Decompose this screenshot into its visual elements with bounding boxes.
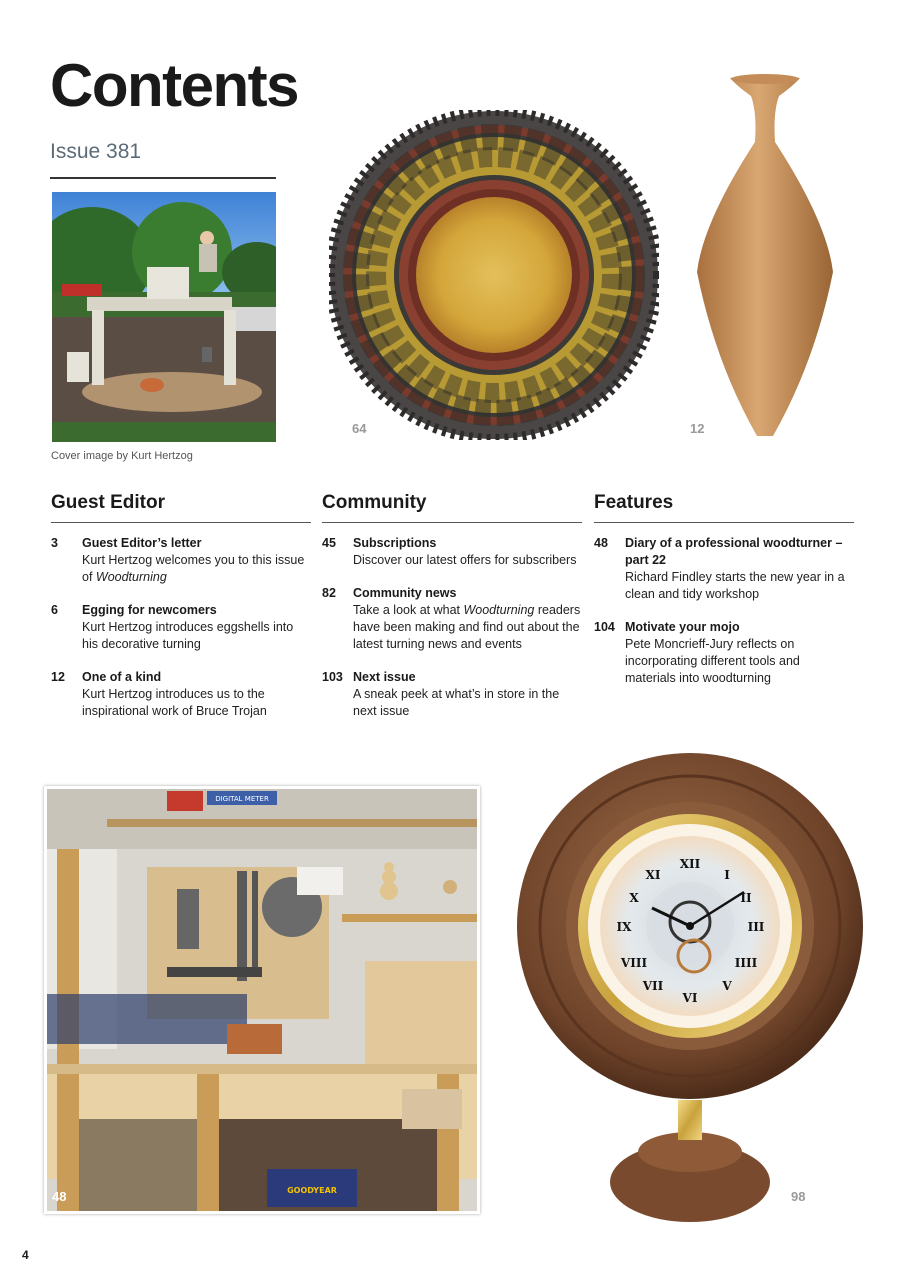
toc-entry[interactable] — [322, 585, 582, 653]
section-heading: Features — [594, 492, 854, 523]
platter-photo — [329, 110, 659, 440]
entry-page: 3 — [51, 536, 58, 550]
platter-page-number: 64 — [352, 421, 367, 436]
entry-description: Pete Moncrieff-Jury reflects on incorporating different tools and materials into woodturning — [625, 637, 800, 685]
entry-description: Kurt Hertzog introduces us to the inspirational work of Bruce Trojan — [82, 687, 267, 718]
entry-title: Motivate your mojo — [625, 620, 740, 634]
clock-numeral: III — [747, 920, 765, 934]
clock-numeral: IIII — [734, 956, 758, 970]
clock-numeral: VIII — [620, 956, 648, 970]
section-guest-editor — [51, 492, 311, 736]
toc-entry[interactable] — [51, 669, 311, 720]
toc-entry[interactable] — [594, 619, 854, 687]
workshop-sign: DIGITAL METER — [215, 795, 269, 803]
entry-title: Community news — [353, 586, 457, 600]
page-folio: 4 — [22, 1248, 29, 1262]
section-features — [594, 492, 854, 703]
entry-title: Subscriptions — [353, 536, 437, 550]
toc-entry[interactable] — [51, 535, 311, 586]
toc-entry[interactable] — [594, 535, 854, 603]
entry-title: One of a kind — [82, 670, 162, 684]
entry-title: Guest Editor’s letter — [82, 536, 202, 550]
entry-description: Richard Findley starts the new year in a clean and tidy workshop — [625, 570, 845, 601]
entry-description: Take a look at what Woodturning readers have been making and find out about the latest turning news and events — [353, 603, 581, 651]
cover-photo — [52, 192, 276, 442]
page-title: Contents — [50, 52, 298, 119]
clock-numeral: IX — [616, 920, 632, 934]
entry-page: 6 — [51, 603, 58, 617]
entry-page: 12 — [51, 670, 65, 684]
toc-entry[interactable] — [51, 602, 311, 653]
clock-photo — [512, 742, 868, 1226]
cover-caption: Cover image by Kurt Hertzog — [51, 450, 193, 462]
entry-title: Diary of a professional woodturner – part 22 — [625, 536, 843, 567]
entry-title: Egging for newcomers — [82, 603, 217, 617]
clock-numeral: VII — [642, 979, 664, 993]
clock-numeral: VI — [682, 991, 698, 1005]
entry-page: 82 — [322, 586, 336, 600]
clock-numeral: II — [740, 891, 752, 905]
entry-page: 103 — [322, 670, 343, 684]
section-heading: Community — [322, 492, 582, 523]
clock-numeral: V — [722, 979, 732, 993]
entry-description: Kurt Hertzog introduces eggshells into his decorative turning — [82, 620, 294, 651]
entry-page: 104 — [594, 620, 615, 634]
clock-numeral: XI — [645, 868, 661, 882]
section-heading: Guest Editor — [51, 492, 311, 523]
toc-entry[interactable] — [322, 669, 582, 720]
vase-photo — [695, 72, 835, 440]
clock-numeral: I — [724, 868, 730, 882]
workshop-page-number: 48 — [52, 1189, 67, 1204]
entry-page: 48 — [594, 536, 608, 550]
vase-page-number: 12 — [690, 421, 705, 436]
section-community — [322, 492, 582, 736]
clock-numeral: XII — [679, 857, 701, 871]
title-divider — [50, 177, 276, 179]
entry-description: A sneak peek at what’s in store in the next issue — [353, 687, 560, 718]
workshop-box-label: GOODYEAR — [287, 1186, 337, 1195]
entry-description: Discover our latest offers for subscribers — [353, 553, 577, 567]
entry-page: 45 — [322, 536, 336, 550]
entry-description: Kurt Hertzog welcomes you to this issue of Woodturning — [82, 553, 305, 584]
toc-entry[interactable] — [322, 535, 582, 569]
entry-title: Next issue — [353, 670, 416, 684]
clock-numeral: X — [629, 891, 639, 905]
clock-page-number: 98 — [791, 1189, 806, 1204]
workshop-photo — [44, 786, 480, 1214]
issue-number: Issue 381 — [50, 140, 142, 163]
